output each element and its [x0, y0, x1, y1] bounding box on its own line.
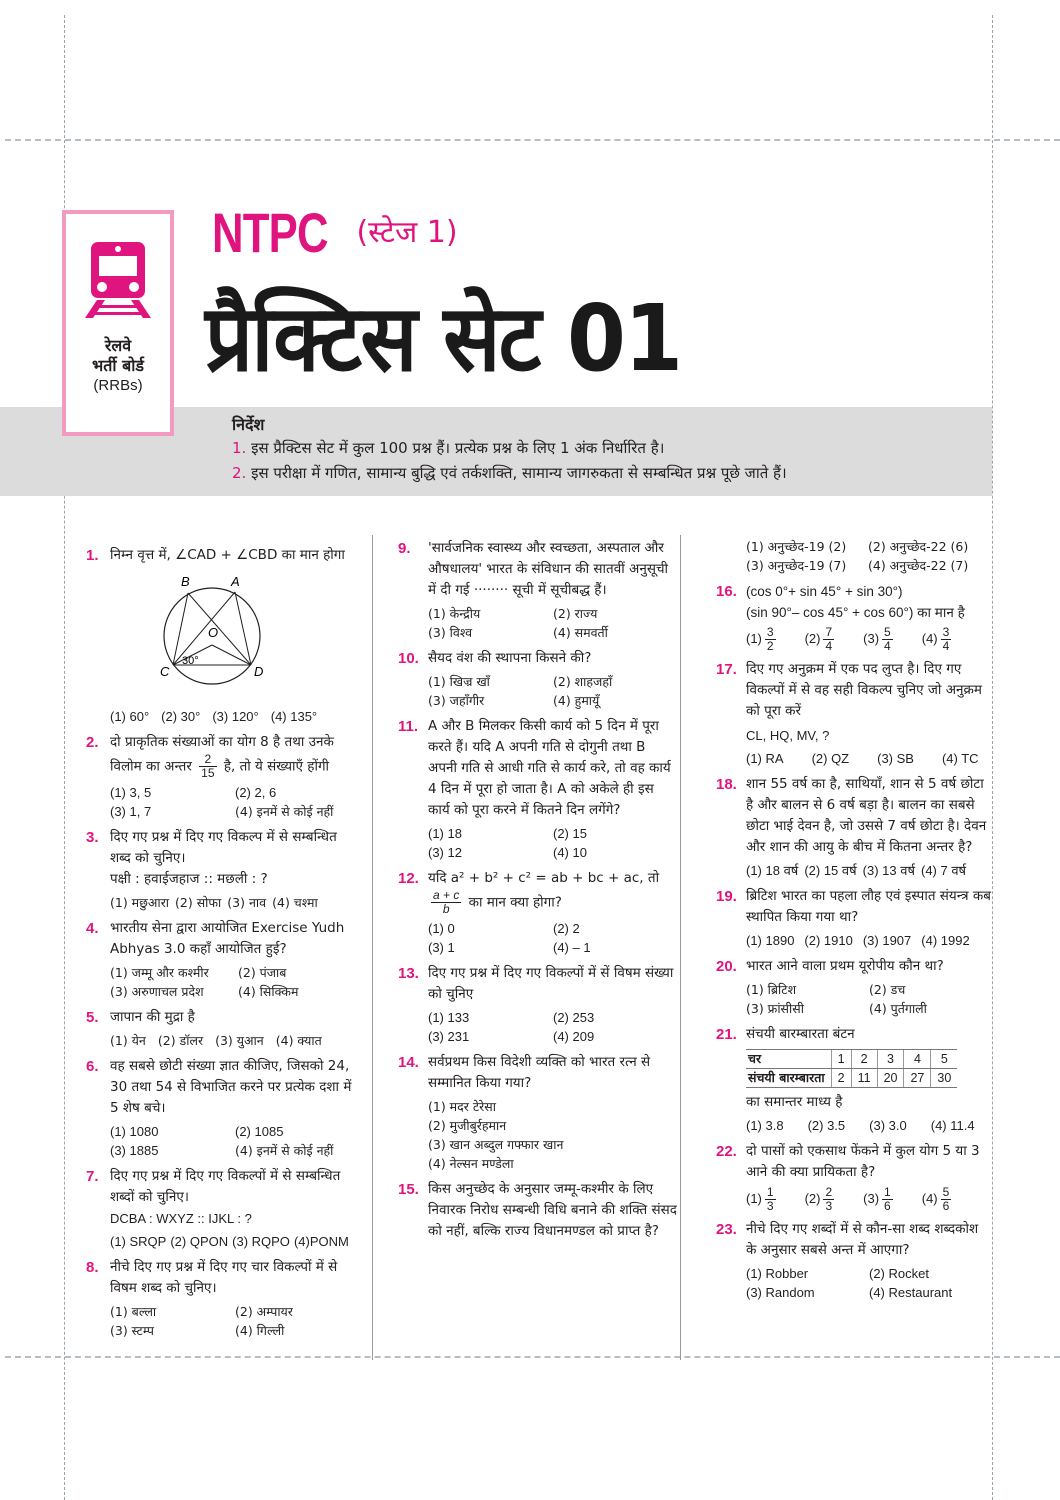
answer-option[interactable]: (2) 2 [553, 921, 580, 936]
question-number: 17. [716, 661, 737, 678]
answer-option[interactable]: (2) डॉलर [157, 1033, 204, 1048]
answer-option[interactable]: (4) गिल्ली [235, 1323, 285, 1338]
question-text-part: है, तो ये संख्याएँ होंगी [223, 758, 330, 775]
page-title: प्रैक्टिस सेट 01 [205, 285, 682, 392]
svg-text:30°: 30° [182, 655, 199, 667]
question-text: (cos 0°+ sin 45° + sin 30°) [746, 584, 903, 599]
answer-options [746, 861, 992, 880]
answer-options [746, 537, 992, 575]
answer-option[interactable]: (3) युआन [215, 1033, 264, 1048]
answer-option[interactable]: (1) RA [746, 751, 784, 766]
question-number: 11. [398, 718, 419, 735]
answer-option[interactable]: (3) 12 [428, 845, 462, 860]
denominator: 4 [884, 639, 891, 653]
table-cell-label: संचयी बारम्बारता [746, 1069, 831, 1088]
question-text: दो प्राकृतिक संख्याओं का योग 8 है तथा उनके [110, 734, 334, 750]
answer-options [110, 893, 360, 912]
answer-options [428, 672, 678, 710]
svg-text:D: D [254, 664, 264, 679]
answer-option[interactable]: (2) राज्य [553, 606, 598, 621]
option-label: (1) [746, 630, 762, 646]
question-1 [86, 545, 360, 726]
answer-option[interactable]: (1) जम्मू और कश्मीर [110, 965, 209, 980]
question-22 [716, 1141, 992, 1213]
directions-item [232, 461, 982, 486]
question-8 [86, 1257, 360, 1340]
fraction [823, 626, 834, 653]
answer-option[interactable]: (4) 209 [553, 1029, 595, 1044]
denominator: 3 [825, 1199, 833, 1213]
answer-option[interactable]: (4) TC [941, 751, 979, 766]
crop-mark-bottom [5, 1356, 1060, 1358]
answer-option[interactable]: (4) इनमें से कोई नहीं [235, 1143, 334, 1158]
answer-option[interactable]: (4) क्यात [275, 1033, 322, 1048]
answer-option[interactable]: (4) नेल्सन मण्डेला [428, 1156, 514, 1171]
question-sequence: CL, HQ, MV, ? [746, 728, 830, 743]
circle-geometry-figure [152, 572, 360, 703]
answer-options [428, 919, 678, 957]
question-15 [398, 1179, 678, 1242]
question-text [110, 753, 360, 780]
answer-option[interactable]: (1) 3.8 [746, 1118, 784, 1133]
numerator: 3 [766, 625, 774, 639]
answer-option[interactable]: (1) बल्ला [110, 1304, 157, 1319]
directions-item [232, 436, 982, 461]
question-text: नीचे दिए गए प्रश्न में दिए गए चार विकल्पों में से विषम शब्द को चुनिए। [110, 1259, 338, 1296]
question-analogy: DCBA : WXYZ :: IJKL : ? [110, 1211, 252, 1226]
table-cell-label: चर [746, 1050, 831, 1069]
table-cell: 4 [904, 1050, 931, 1069]
answer-option[interactable]: (3) स्टम्प [110, 1323, 154, 1338]
numerator: 1 [884, 1185, 891, 1199]
answer-option[interactable]: (1) खिज्र खाँ [428, 674, 490, 689]
answer-option[interactable]: (3) 3.0 [869, 1118, 907, 1133]
question-7 [86, 1166, 360, 1251]
answer-option[interactable]: (1) Robber [746, 1266, 809, 1281]
directions-item-number: 2. [232, 464, 247, 482]
question-text: संचयी बारम्बारता बंटन [746, 1026, 855, 1042]
question-number: 20. [716, 958, 737, 975]
question-number: 19. [716, 888, 737, 905]
answer-option[interactable]: (1) 133 [428, 1010, 470, 1025]
question-19 [716, 886, 992, 950]
question-text: भारत आने वाला प्रथम यूरोपीय कौन था? [746, 958, 944, 974]
answer-option[interactable]: (4) 10 [553, 845, 587, 860]
numerator: 5 [942, 1185, 950, 1199]
answer-option[interactable]: (2) 3.5 [807, 1118, 846, 1133]
answer-option[interactable]: (4) 1992 [921, 933, 970, 948]
question-number: 21. [716, 1026, 737, 1043]
question-text: का समान्तर माध्य है [746, 1094, 843, 1110]
answer-options [110, 1232, 360, 1251]
answer-option[interactable]: (2) अनुच्छेद-22 (6) [868, 539, 969, 554]
answer-options [746, 1264, 992, 1302]
question-5 [86, 1007, 360, 1050]
option-label: (4) [921, 1190, 938, 1206]
answer-option[interactable]: (2) 1910 [804, 933, 853, 948]
answer-options [746, 749, 992, 768]
table-cell: 1 [831, 1050, 851, 1069]
table-cell: 20 [877, 1069, 904, 1088]
question-number: 8. [86, 1259, 99, 1276]
answer-option[interactable]: (4) 11.4 [930, 1118, 975, 1133]
rrb-logo [62, 210, 174, 436]
answer-options [110, 1122, 360, 1160]
numerator: 7 [825, 625, 833, 639]
fraction [431, 889, 461, 916]
table-row [746, 1069, 957, 1088]
question-text: 'सार्वजनिक स्वास्थ्य और स्वच्छता, अस्पताल और औषधालय' भारत के संविधान की सातवीं अनुसूची में दी गई ········ सूची में सूचीबद्ध हैं। [428, 540, 669, 598]
question-number: 3. [86, 829, 99, 846]
answer-options [746, 980, 992, 1018]
answer-option[interactable]: (4) चश्मा [272, 895, 318, 910]
answer-option[interactable]: (3) 120° [212, 709, 259, 724]
question-number: 16. [716, 583, 737, 600]
question-text: नीचे दिए गए शब्दों में से कौन-सा शब्द शब्दकोश के अनुसार सबसे अन्त में आएगा? [746, 1221, 979, 1258]
answer-option[interactable]: (1) SRQP [110, 1234, 167, 1249]
answer-option[interactable]: (1) ब्रिटिश [746, 982, 797, 997]
table-cell: 30 [931, 1069, 957, 1088]
question-text: दिए गए प्रश्न में दिए गए विकल्पों में से सम्बन्धित शब्दों को चुनिए। [110, 1168, 341, 1205]
question-number: 12. [398, 870, 419, 887]
table-row [746, 1050, 957, 1069]
question-3 [86, 827, 360, 912]
denominator: 4 [942, 639, 950, 653]
answer-option[interactable]: (3) नाव [227, 895, 267, 910]
question-text: वह सबसे छोटी संख्या ज्ञात कीजिए, जिसको 24, 30 तथा 54 से विभाजित करने पर प्रत्येक दशा में 5 शेष बचे। [110, 1058, 352, 1116]
question-number: 14. [398, 1054, 419, 1071]
question-analogy: पक्षी : हवाईजहाज :: मछली : ? [110, 871, 268, 887]
fraction [882, 626, 893, 653]
numerator: 5 [884, 625, 891, 639]
answer-options [428, 1008, 678, 1046]
fraction [882, 1186, 893, 1213]
question-text: सैयद वंश की स्थापना किसने की? [428, 650, 592, 666]
denominator: 6 [884, 1199, 891, 1213]
answer-option[interactable]: (1) मछुआरा [110, 895, 170, 910]
denominator: 6 [942, 1199, 950, 1213]
question-4 [86, 918, 360, 1001]
answer-option[interactable]: (2) 30° [161, 709, 201, 724]
answer-option[interactable]: (2) 1085 [235, 1124, 284, 1139]
answer-option[interactable]: (1) 0 [428, 921, 455, 936]
answer-option[interactable]: (2) पंजाब [238, 965, 287, 980]
question-number: 22. [716, 1143, 737, 1160]
answer-option[interactable]: (1) 3, 5 [110, 785, 152, 800]
answer-options [746, 626, 992, 653]
question-number: 15. [398, 1181, 419, 1198]
answer-options [746, 931, 992, 950]
question-text: शान 55 वर्ष का है, साथियाँ, शान से 5 वर्ष छोटा है और बालन से 6 वर्ष बड़ा है। बालन का सबसे छोटा भाई देवन है, जो उससे 7 वर्ष छोटा है। देवन और शान की आयु के बीच में कितना अन्तर है? [746, 776, 987, 855]
question-text: दो पासों को एकसाथ फेंकने में कुल योग 5 या 3 आने की क्या प्रायिकता है? [746, 1143, 980, 1180]
answer-options [428, 604, 678, 642]
answer-option[interactable] [922, 626, 955, 653]
column-divider [372, 535, 373, 1360]
answer-option[interactable]: (3) विश्व [428, 625, 473, 640]
answer-option[interactable]: (3) जहाँगीर [428, 693, 485, 708]
question-16 [716, 581, 992, 653]
question-14 [398, 1052, 678, 1173]
answer-option[interactable]: (4)PONM [293, 1234, 349, 1249]
question-text: जापान की मुद्रा है [110, 1009, 195, 1025]
directions-item-text: इस परीक्षा में गणित, सामान्य बुद्धि एवं तर्कशक्ति, सामान्य जागरुकता से सम्बन्धित प्रश्न पूछे जाते हैं। [251, 464, 787, 482]
question-13 [398, 963, 678, 1046]
question-number: 4. [86, 920, 99, 937]
answer-option[interactable]: (3) खान अब्दुल गफ्फार खान [428, 1137, 564, 1152]
crop-mark-top [5, 139, 1060, 141]
answer-option[interactable]: (4) हुमायूँ [553, 693, 600, 708]
denominator: 3 [766, 1199, 774, 1213]
question-21 [716, 1024, 992, 1135]
answer-option[interactable]: (4) – 1 [553, 940, 591, 955]
svg-text:C: C [160, 664, 170, 679]
answer-option[interactable]: (2) डच [869, 982, 906, 997]
answer-option[interactable]: (1) 60° [110, 709, 150, 724]
answer-option[interactable]: (3) 1885 [110, 1143, 159, 1158]
answer-option[interactable]: (4) अनुच्छेद-22 (7) [868, 558, 969, 573]
answer-option[interactable]: (2) सोफा [175, 895, 222, 910]
numerator: a + c [433, 888, 460, 902]
fraction [823, 1186, 834, 1213]
answer-option[interactable]: (4) इनमें से कोई नहीं [235, 804, 334, 819]
answer-options [428, 824, 678, 862]
answer-option[interactable]: (1) येन [110, 1033, 146, 1048]
answer-option[interactable]: (4) सिक्किम [238, 984, 299, 999]
answer-option[interactable]: (4) 135° [270, 709, 318, 724]
answer-option[interactable]: (1) 18 [428, 826, 462, 841]
question-15-options [746, 537, 992, 575]
answer-option[interactable]: (3) 231 [428, 1029, 470, 1044]
exam-stage: (स्टेज 1) [356, 215, 458, 250]
answer-option[interactable]: (2) 15 [553, 826, 587, 841]
question-text: दिए गए प्रश्न में दिए गए विकल्पों में सें विषम संख्या को चुनिए [428, 965, 674, 1002]
option-label: (1) [746, 1190, 762, 1206]
question-number: 9. [398, 540, 411, 557]
denominator: b [442, 902, 450, 916]
option-label: (4) [921, 630, 938, 646]
answer-option[interactable]: (3) Random [746, 1285, 815, 1300]
answer-option[interactable]: (1) केन्द्रीय [428, 606, 481, 621]
numerator: 2 [825, 1185, 833, 1199]
numerator: 1 [766, 1185, 774, 1199]
question-text: सर्वप्रथम किस विदेशी व्यक्ति को भारत रत्न से सम्मानित किया गया? [428, 1054, 651, 1091]
column-divider [680, 535, 681, 1360]
answer-option[interactable]: (3) अनुच्छेद-19 (7) [746, 558, 847, 573]
logo-text-line2: भर्ती बोर्ड [92, 356, 144, 375]
logo-text-line3: (RRBs) [93, 377, 143, 394]
question-23 [716, 1219, 992, 1302]
question-number: 2. [86, 734, 99, 751]
answer-option[interactable]: (2) Rocket [869, 1266, 929, 1281]
answer-option[interactable]: (4) पुर्तगाली [869, 1001, 927, 1016]
option-label: (3) [863, 1190, 880, 1206]
exam-brand: NTPC [212, 201, 328, 264]
question-20 [716, 956, 992, 1018]
answer-option[interactable]: (4) समवर्ती [553, 625, 608, 640]
answer-options [428, 1097, 678, 1173]
answer-option[interactable]: (3) अरुणाचल प्रदेश [110, 984, 204, 999]
answer-options [746, 1116, 992, 1135]
question-10 [398, 648, 678, 710]
denominator: 15 [201, 766, 215, 780]
question-text: यदि a² + b² + c² = ab + bc + ac, तो [428, 870, 660, 886]
question-12 [398, 868, 678, 957]
fraction [941, 626, 952, 653]
question-column-3 [716, 534, 992, 1308]
answer-option[interactable]: (4) 7 वर्ष [920, 863, 967, 878]
answer-option[interactable]: (2) 253 [553, 1010, 595, 1025]
answer-option[interactable]: (3) फ्रांसीसी [746, 1001, 804, 1016]
question-text [428, 889, 678, 916]
answer-option[interactable] [805, 626, 838, 653]
answer-option[interactable]: (2) 15 वर्ष [804, 863, 857, 878]
logo-text-line1: रेलवे [104, 336, 132, 355]
question-text: (sin 90°– cos 45° + cos 60°) का मान है [746, 605, 965, 620]
crop-mark-right [992, 15, 993, 1500]
directions [232, 414, 982, 486]
question-number: 18. [716, 776, 737, 793]
svg-text:A: A [231, 574, 240, 589]
question-17 [716, 659, 992, 768]
fraction [765, 626, 776, 653]
question-text-part: का मान क्या होगा? [468, 894, 562, 911]
question-number: 1. [86, 547, 99, 564]
answer-option[interactable]: (4) Restaurant [869, 1285, 953, 1300]
question-text: निम्न वृत्त में, ∠CAD + ∠CBD का मान होगा [110, 547, 345, 563]
table-cell: 27 [904, 1069, 931, 1088]
fraction [765, 1186, 776, 1213]
answer-option[interactable] [805, 1186, 838, 1213]
answer-option[interactable]: (2) 2, 6 [235, 785, 277, 800]
fraction [941, 1186, 952, 1213]
answer-option[interactable]: (2) शाहजहाँ [553, 674, 613, 689]
answer-option[interactable] [863, 1186, 896, 1213]
answer-option[interactable]: (1) मदर टेरेसा [428, 1099, 496, 1114]
question-number: 6. [86, 1058, 99, 1075]
option-label: (3) [863, 630, 880, 646]
answer-option[interactable]: (3) SB [877, 751, 914, 766]
answer-option[interactable]: (3) 1, 7 [110, 804, 152, 819]
table-cell: 5 [931, 1050, 957, 1069]
question-9 [398, 538, 678, 642]
answer-options [110, 963, 360, 1001]
question-11 [398, 716, 678, 862]
directions-item-number: 1. [232, 439, 247, 457]
answer-option[interactable] [746, 1186, 779, 1213]
question-text: भारतीय सेना द्वारा आयोजित Exercise Yudh Abhyas 3.0 कहाँ आयोजित हुई? [110, 920, 345, 957]
numerator: 2 [199, 753, 216, 767]
question-column-1 [86, 545, 360, 1346]
table-cell: 3 [877, 1050, 904, 1069]
answer-option[interactable]: (3) 13 वर्ष [862, 863, 915, 878]
answer-options [110, 1031, 360, 1050]
answer-options [110, 1302, 360, 1340]
question-text: A और B मिलकर किसी कार्य को 5 दिन में पूरा करते हैं। यदि A अपनी गति से दोगुनी तथा B अपनी गति से आधी गति से कार्य करे, तो वह कार्य 4 दिन में पूरा हो जाता है। A को अकेले ही इस कार्य को पूरा करने में कितने दिन लगेंगे? [428, 718, 671, 818]
answer-option[interactable]: (1) 1890 [746, 933, 795, 948]
denominator: 2 [766, 639, 774, 653]
answer-option[interactable] [746, 626, 779, 653]
answer-option[interactable]: (2) अम्पायर [235, 1304, 293, 1319]
answer-option[interactable]: (2) QZ [811, 751, 850, 766]
question-number: 13. [398, 965, 419, 982]
answer-option[interactable] [922, 1186, 955, 1213]
denominator: 4 [825, 639, 833, 653]
question-number: 7. [86, 1168, 99, 1185]
frequency-table [746, 1049, 957, 1088]
question-text: ब्रिटिश भारत का पहला लौह एवं इस्पात संयन्त्र कब स्थापित किया गया था? [746, 888, 991, 925]
option-label: (2) [804, 1190, 821, 1206]
question-number: 5. [86, 1009, 99, 1026]
answer-option[interactable]: (1) अनुच्छेद-19 (2) [746, 539, 847, 554]
question-number: 10. [398, 650, 419, 667]
train-icon [85, 242, 151, 318]
answer-options [746, 1186, 992, 1213]
question-text: दिए गए अनुक्रम में एक पद लुप्त है। दिए गए विकल्पों में से वह सही विकल्प चुनिए जो अनुक्रम को पूरा करें [746, 661, 982, 719]
question-18 [716, 774, 992, 880]
question-text: किस अनुच्छेद के अनुसार जम्मू-कश्मीर के लिए निवारक निरोध सम्बन्धी विधि बनाने की शक्ति संसद को नहीं, बल्कि राज्य विधानमण्डल को प्राप्त है? [428, 1181, 677, 1239]
table-cell: 2 [831, 1069, 851, 1088]
option-label: (2) [804, 630, 821, 646]
directions-title: निर्देश [232, 415, 265, 434]
question-number: 23. [716, 1221, 737, 1238]
numerator: 3 [942, 625, 950, 639]
question-column-2 [398, 538, 678, 1248]
question-text: दिए गए प्रश्न में दिए गए विकल्प में से सम्बन्धित शब्द को चुनिए। [110, 829, 337, 866]
answer-option[interactable]: (2) QPON [170, 1234, 229, 1249]
answer-option[interactable]: (3) 1 [428, 940, 455, 955]
question-2 [86, 732, 360, 821]
exam-title [212, 200, 458, 265]
table-cell: 11 [851, 1069, 877, 1088]
directions-item-text: इस प्रैक्टिस सेट में कुल 100 प्रश्न हैं। प्रत्येक प्रश्न के लिए 1 अंक निर्धारित है। [251, 439, 665, 457]
answer-option[interactable]: (1) 18 वर्ष [746, 863, 799, 878]
question-6 [86, 1056, 360, 1160]
answer-option[interactable]: (3) RQPO [232, 1234, 290, 1249]
svg-text:O: O [208, 625, 219, 640]
fraction [199, 753, 216, 780]
answer-option[interactable]: (3) 1907 [862, 933, 912, 948]
answer-option[interactable]: (1) 1080 [110, 1124, 159, 1139]
svg-text:B: B [181, 574, 190, 589]
answer-option[interactable] [863, 626, 896, 653]
answer-option[interactable]: (2) मुजीबुर्रहमान [428, 1118, 507, 1133]
table-cell: 2 [851, 1050, 877, 1069]
answer-options [110, 783, 360, 821]
question-text-part: विलोम का अन्तर [110, 758, 192, 775]
answer-options [110, 707, 360, 726]
